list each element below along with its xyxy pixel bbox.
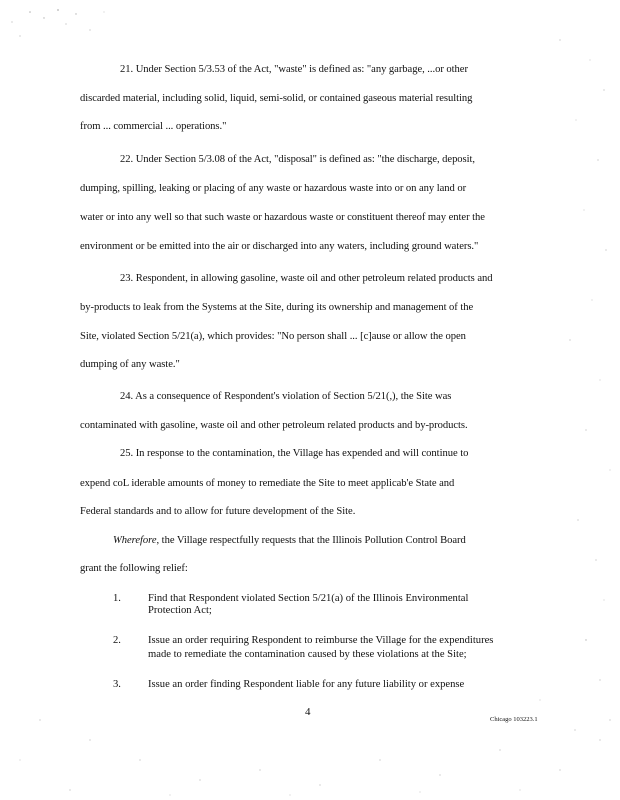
para-23-line-3: Site, violated Section 5/21(a), which provides: "No person shall ... [c]ause or allow the open [80,331,466,342]
wherefore-rest: , the Village respectfully requests that the Illinois Pollution Control Board [156,535,466,546]
relief-item-1-line-1: Find that Respondent violated Section 5/21(a) of the Illinois Environmental [148,593,469,604]
para-23-line-4: dumping of any waste." [80,359,180,370]
relief-item-3-line-1: Issue an order finding Respondent liable for any future liability or expense [148,679,465,690]
relief-item-1-line-2: Protection Act; [148,605,212,616]
para-21-line-2: discarded material, including solid, liquid, semi-solid, or contained gaseous material resulting [80,93,473,104]
para-22-line-4: environment or be emitted into the air or discharged into any waters, including ground waters." [80,241,479,252]
para-21-line-1: 21. Under Section 5/3.53 of the Act, "waste" is defined as: "any garbage, ...or other [120,64,468,75]
relief-item-2-number: 2. [113,635,121,646]
para-25-line-1: 25. In response to the contamination, the Village has expended and will continue to [120,448,469,459]
relief-item-2-line-2: made to remediate the contamination caused by these violations at the Site; [148,649,467,660]
wherefore-lead: Wherefore [113,535,157,546]
wherefore-line-2: grant the following relief: [80,563,188,574]
para-23-line-2: by-products to leak from the Systems at the Site, during its ownership and management of the [80,302,474,313]
para-24-line-2: contaminated with gasoline, waste oil and other petroleum related products and by-products. [80,420,468,431]
wherefore-line-1 [113,534,466,548]
para-25-line-2: expend coL iderable amounts of money to remediate the Site to meet applicab'e State and [80,478,455,489]
para-22-line-1: 22. Under Section 5/3.08 of the Act, "disposal" is defined as: "the discharge, deposit, [120,154,476,165]
para-24-line-1: 24. As a consequence of Respondent's violation of Section 5/21(,), the Site was [120,391,452,402]
para-22-line-3: water or into any well so that such waste or hazardous waste or constituent thereof may enter the [80,212,485,223]
relief-item-1-number: 1. [113,593,121,604]
page-number: 4 [305,706,311,718]
relief-item-2-line-1: Issue an order requiring Respondent to reimburse the Village for the expenditures [148,635,494,646]
para-25-line-3: Federal standards and to allow for future development of the Site. [80,506,356,517]
para-21-line-3: from ... commercial ... operations." [80,121,227,132]
para-23-line-1: 23. Respondent, in allowing gasoline, waste oil and other petroleum related products and [120,273,493,284]
para-22-line-2: dumping, spilling, leaking or placing of any waste or hazardous waste into or on any land or [80,183,467,194]
relief-item-3-number: 3. [113,679,121,690]
document-code: Chicago 103223.1 [490,716,538,723]
